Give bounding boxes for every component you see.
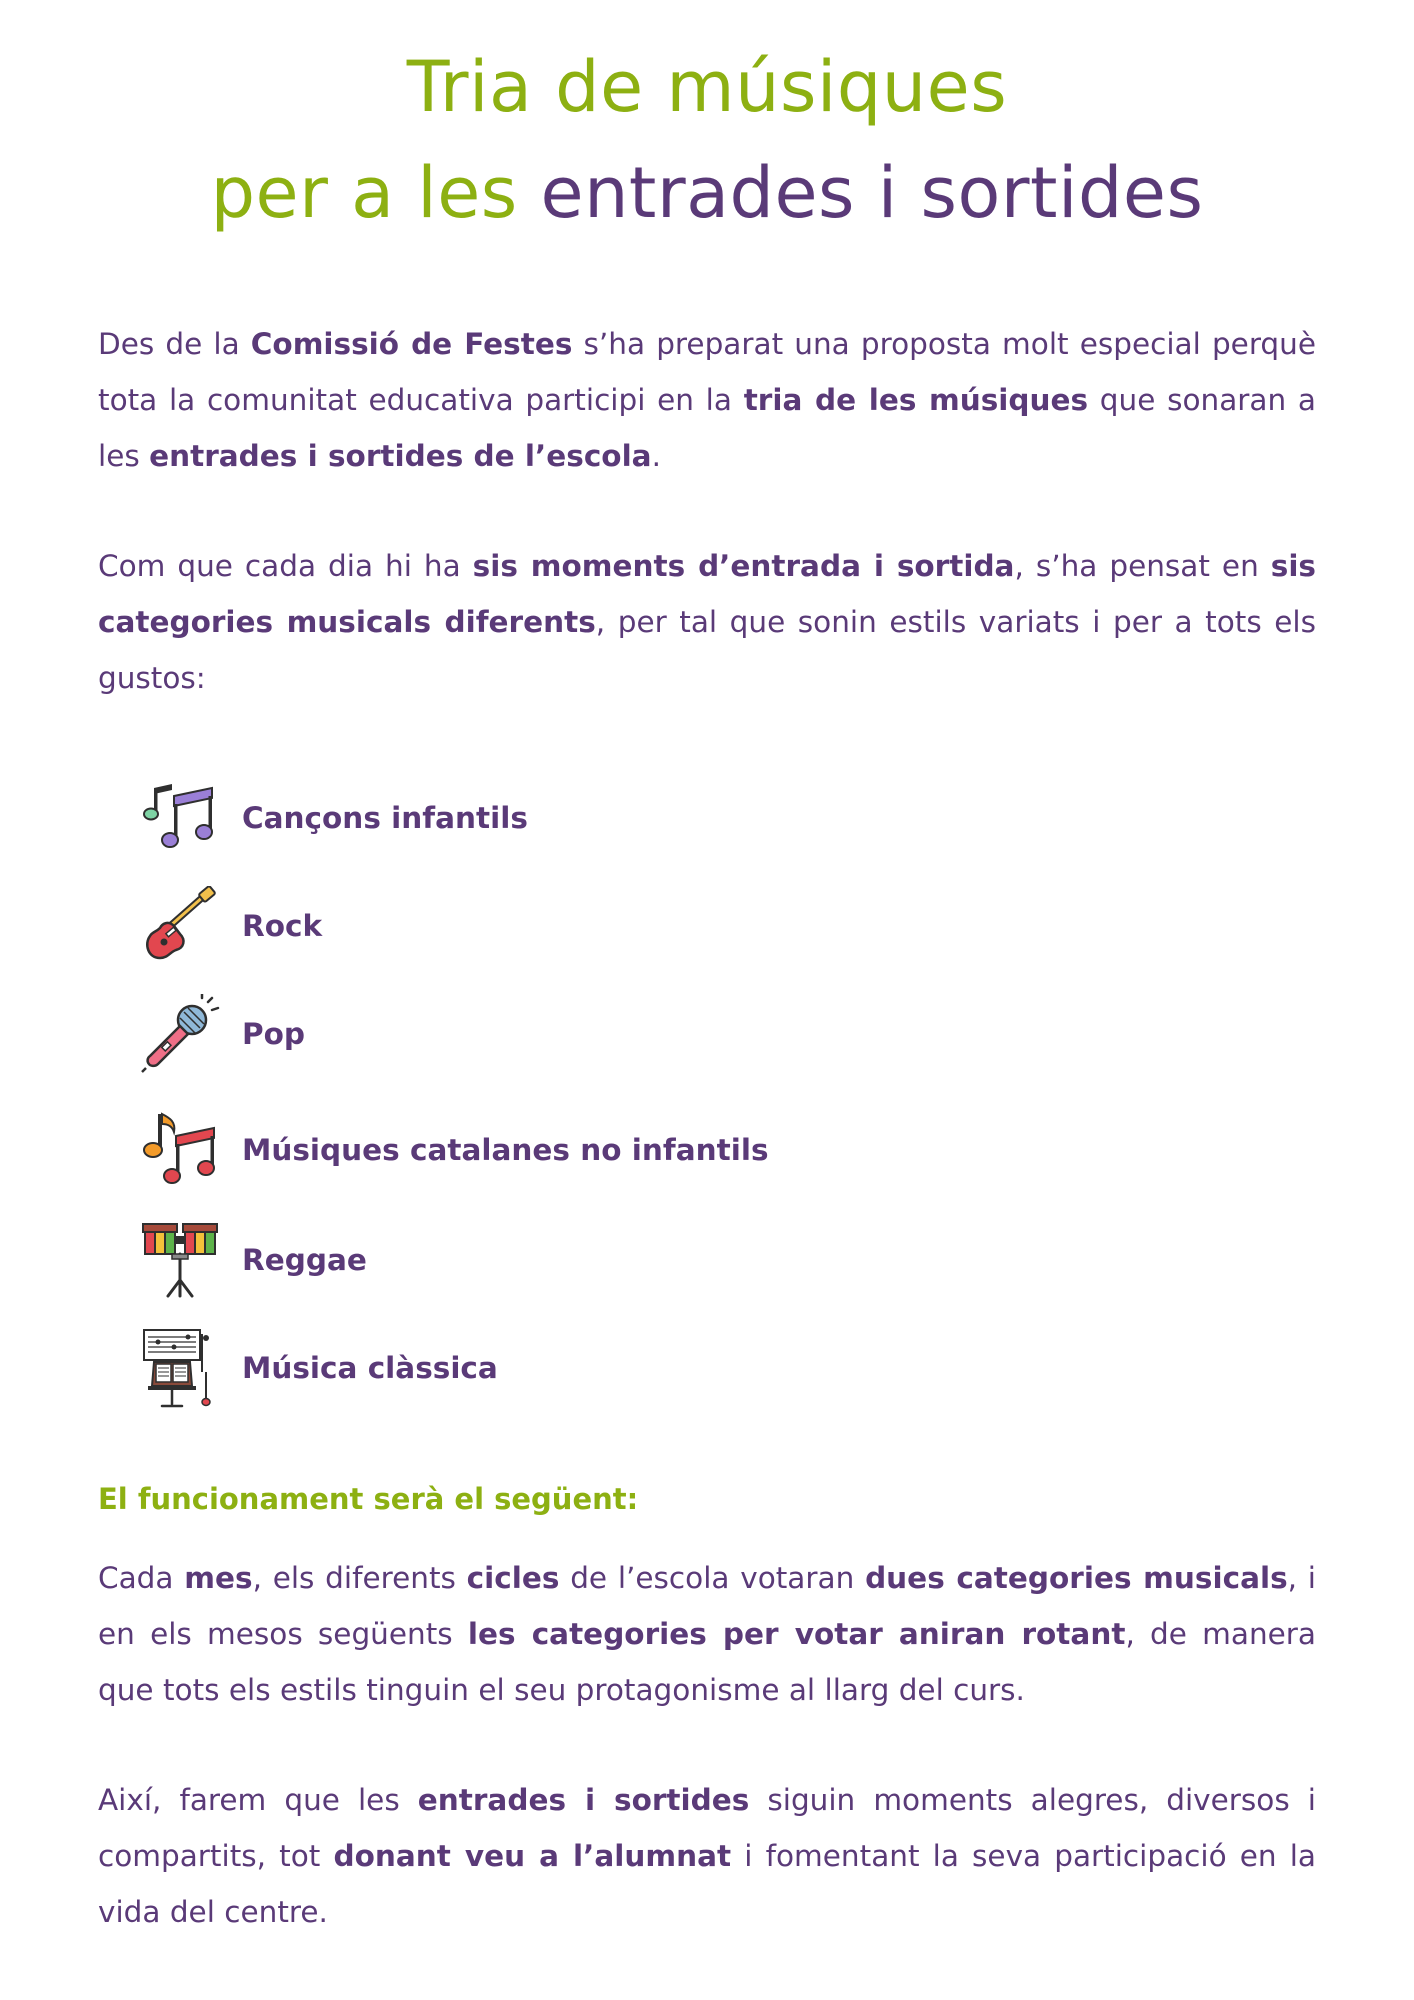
p4-bold-1: entrades i sortides: [417, 1783, 750, 1817]
p2-text-3: , per tal que sonin estils variats i per a tots els gustos:: [98, 605, 1316, 695]
category-label: Pop: [242, 1017, 306, 1051]
p3-text-5: , de manera que tots els estils tinguin el seu protagonisme al llarg del curs.: [98, 1617, 1317, 1707]
category-label: Músiques catalanes no infantils: [242, 1133, 769, 1167]
bongo-drums-icon: [140, 1220, 220, 1300]
p3-text-4: , i en els mesos següents: [98, 1561, 1316, 1651]
p4-text-3: i fomentant la seva participació en la vida del centre.: [98, 1839, 1316, 1929]
p2-bold-2: sis categories musicals diferents: [98, 549, 1316, 639]
p1-bold-1: Comissió de Festes: [250, 327, 573, 361]
category-item-musica-classica: [140, 1328, 498, 1408]
music-stand-icon: [140, 1328, 220, 1408]
p4-text-1: Així, farem que les: [98, 1783, 418, 1817]
category-item-rock: [140, 886, 322, 966]
p3-text-2: , els diferents: [252, 1561, 467, 1595]
p1-bold-3: entrades i sortides de l’escola: [149, 439, 652, 473]
title-text-1: Tria de músiques: [406, 46, 1008, 128]
functioning-paragraph: [98, 1550, 1316, 1718]
p3-text-1: Cada: [98, 1561, 185, 1595]
category-label: Cançons infantils: [242, 801, 528, 835]
category-item-canons-infantils: [140, 778, 528, 858]
closing-paragraph: [98, 1772, 1316, 1940]
title-text-2-green: per a les: [210, 152, 518, 234]
category-item-reggae: [140, 1220, 367, 1300]
p1-text-2: s’ha preparat una proposta molt especial perquè tota la comunitat educativa participi en la: [98, 327, 1317, 417]
p1-text-4: .: [651, 439, 661, 473]
music-notes-icon: [140, 778, 220, 858]
title-text-2-purple: entrades i sortides: [540, 152, 1204, 234]
p4-bold-2: donant veu a l’alumnat: [333, 1839, 732, 1873]
category-label: Reggae: [242, 1243, 367, 1277]
intro-paragraph: [98, 316, 1316, 484]
category-item-musiques-catalanes: [140, 1110, 769, 1190]
category-item-pop: [140, 994, 305, 1074]
p3-bold-3: dues categories musicals: [865, 1561, 1288, 1595]
p1-text-3: que sonaran a les: [98, 383, 1316, 473]
p3-bold-4: les categories per votar aniran rotant: [467, 1617, 1126, 1651]
p2-bold-1: sis moments d’entrada i sortida: [472, 549, 1015, 583]
p3-bold-2: cicles: [466, 1561, 560, 1595]
category-label: Rock: [242, 909, 323, 943]
p3-bold-1: mes: [184, 1561, 253, 1595]
electric-guitar-icon: [140, 886, 220, 966]
p2-text-2: , s’ha pensat en: [1014, 549, 1271, 583]
p2-text-1: Com que cada dia hi ha: [98, 549, 473, 583]
p1-bold-2: tria de les músiques: [743, 383, 1089, 417]
categories-paragraph: [98, 538, 1316, 706]
section-subheading: El funcionament serà el següent:: [98, 1482, 639, 1516]
p4-text-2: siguin moments alegres, diversos i compartits, tot: [98, 1783, 1316, 1873]
music-notes-icon: [140, 1110, 220, 1190]
p3-text-3: de l’escola votaran: [559, 1561, 866, 1595]
title-line-1: [0, 42, 1414, 132]
p1-text-1: Des de la: [98, 327, 251, 361]
microphone-icon: [140, 994, 220, 1074]
category-label: Música clàssica: [242, 1351, 498, 1385]
title-line-2: [0, 148, 1414, 238]
